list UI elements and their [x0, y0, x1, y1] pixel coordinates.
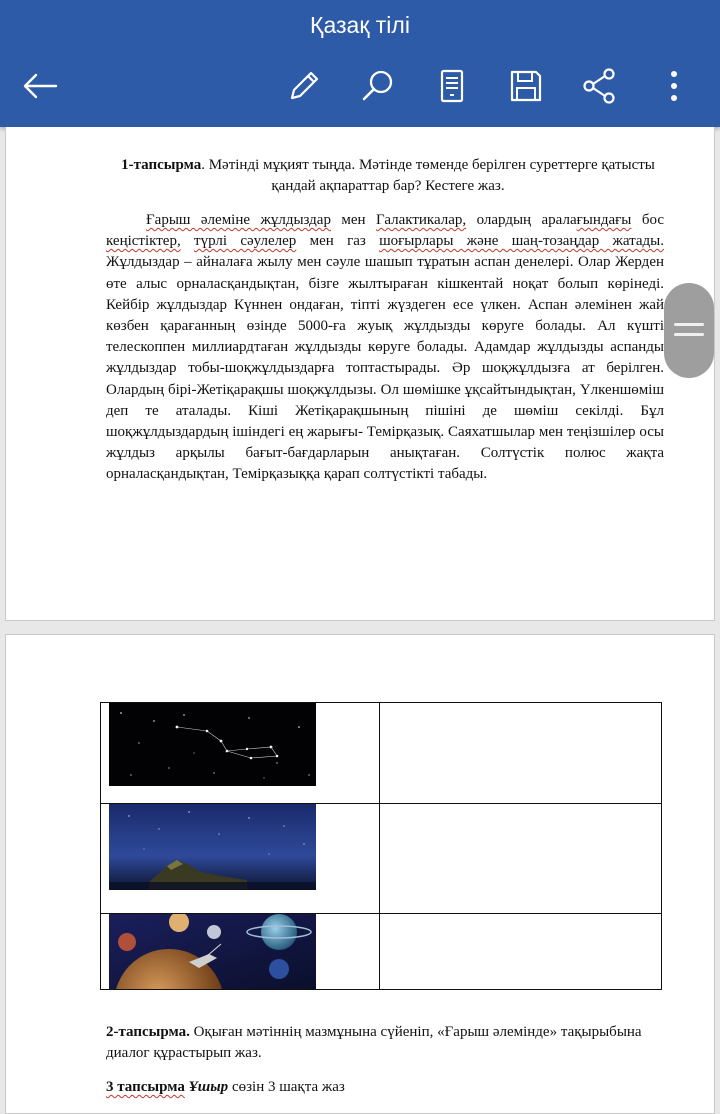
- app-bar: [0, 0, 720, 127]
- image-cell: [101, 914, 380, 990]
- task-1-text: . Мәтінді мұқият тыңда. Мәтінде төменде берілген суреттерге қатысты қандай ақпараттар бар? Кестеге жаз.: [201, 157, 655, 194]
- paragraph-text: Жұлдыздар – айналаға жылу мен сәуле шашып тұратын аспан денелері. Олар Жерден өте алыс орналасқандықтан, бізге жылтыраған кішкентай ноқат болып көрінеді. Кейбір жұлдыздар Күннен ондаған, тіпті жүздеген есе үлкен. Аспан әлемінен жай көзбен қарағанның өзінде 5000-ға жуық жұлдызды көруге болады. Ал күшті телескоппен миллиардтаған жұлдызды көруге болады. Адамдар жұлдызды аспанды жұлдыздар тобы-шоқжұлдыздарға топтастырады. Әр шоқжұлдызға ат берілген. Олардың бірі-Жетіқарақшы шоқжұлдызы. Ол шөмішке ұқсайтындықтан, Үлкеншөміш деп те аталады. Кіші Жетіқарақшының пішіні де шөміш секілді. Бұл шоқжұлдыздардың ішіндегі ең жарығы- Темірқазық. Саяхатшылар мен теңізшілер осы жұлдыз арқылы бағыт-бағдарларын анықтаған. Солтүстік полюс жақта орналасқандықтан, Темірқазыққа қарап солтүстікті табады.: [106, 254, 664, 483]
- paragraph-text: мен: [330, 212, 377, 228]
- paragraph-text: олардың арала: [466, 212, 577, 228]
- scroll-thumb-grip: [674, 333, 704, 336]
- back-arrow-icon[interactable]: [20, 66, 60, 106]
- task-1-label: 1-тапсырма: [121, 157, 202, 173]
- paragraph-text: бос: [631, 212, 664, 228]
- image-answer-table: [100, 702, 662, 990]
- table-row: [101, 703, 662, 804]
- answer-cell[interactable]: [380, 804, 662, 914]
- spellcheck-flagged-text: кеңістіктер,: [106, 233, 181, 250]
- save-icon[interactable]: [506, 66, 546, 106]
- scroll-thumb-grip: [674, 323, 704, 326]
- share-icon[interactable]: [580, 66, 620, 106]
- task-1-heading: [106, 155, 670, 197]
- task-2-instruction: Оқыған мәтіннің мазмұнына сүйеніп, «Ғарыш әлемінде» тақырыбына диалог құрастырып жаз.: [106, 1024, 642, 1061]
- spellcheck-flagged-text: шоғырлары және шаң-тозаңдар жатады.: [379, 233, 665, 250]
- task-3-text: [106, 1077, 666, 1098]
- task-2-label: 2-тапсырма.: [106, 1024, 190, 1040]
- task-2-text: [106, 1022, 666, 1064]
- starry-sky-over-island-image: [109, 804, 316, 895]
- more-vert-icon[interactable]: [654, 66, 694, 106]
- image-cell: [101, 804, 380, 914]
- document-title: Қазақ тілі: [310, 12, 410, 38]
- reading-view-icon[interactable]: [432, 66, 472, 106]
- search-icon[interactable]: [358, 66, 398, 106]
- spellcheck-flagged-text: Галактикалар,: [376, 212, 467, 228]
- paragraph-text: мен газ: [296, 233, 380, 250]
- planets-and-spacecraft-image: [109, 914, 316, 989]
- document-page-1: [5, 127, 715, 621]
- table-row: [101, 804, 662, 914]
- paragraph-text: [181, 233, 194, 249]
- task-3-instruction: сөзін 3 шақта жаз: [228, 1079, 345, 1095]
- constellation-night-sky-image: [109, 703, 316, 791]
- reading-text-paragraph: [106, 210, 664, 486]
- pencil-icon[interactable]: [284, 66, 324, 106]
- image-cell: [101, 703, 380, 804]
- answer-cell[interactable]: [380, 703, 662, 804]
- document-page-2: [5, 634, 715, 1114]
- table-row: [101, 914, 662, 990]
- spellcheck-flagged-text: Ғарыш әлеміне жұлдыздар: [146, 212, 331, 228]
- spellcheck-flagged-text: түрлі сәулелер: [194, 233, 297, 250]
- task-3-word: Ұшыр: [188, 1079, 229, 1095]
- answer-cell[interactable]: [380, 914, 662, 990]
- spellcheck-flagged-text: ғындағы: [576, 212, 632, 228]
- task-3-label: 3 тапсырма: [106, 1079, 185, 1095]
- scroll-thumb[interactable]: [664, 283, 714, 378]
